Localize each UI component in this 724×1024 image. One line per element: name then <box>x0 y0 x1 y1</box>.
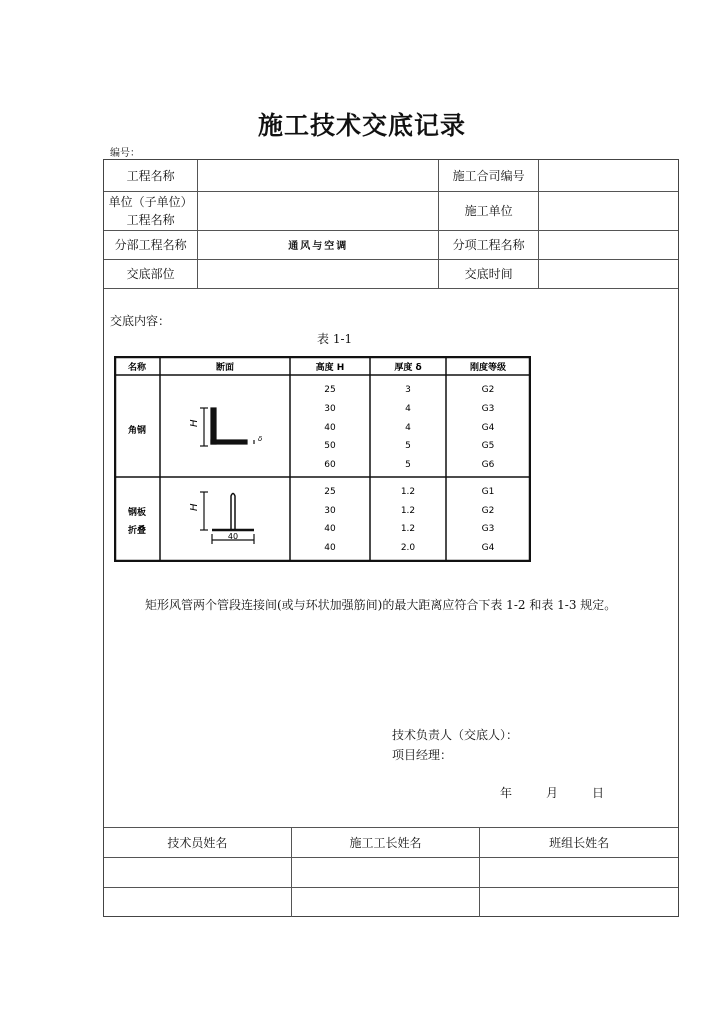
unit-project-name-label <box>104 191 198 230</box>
document-number-label: 编号： <box>110 148 140 159</box>
cell-sheet-stiffness-2: G2 <box>481 506 495 516</box>
cell-sheet-height-3: 40 <box>324 524 336 534</box>
cell-angle-stiffness-3: G4 <box>481 423 495 433</box>
team-leader-name-cell-1[interactable] <box>480 858 678 888</box>
construction-unit-value[interactable] <box>539 191 678 230</box>
cell-sheet-height-4: 40 <box>324 543 336 553</box>
team-leader-name-cell-2[interactable] <box>480 888 678 918</box>
col-header-section: 断面 <box>215 363 235 373</box>
date-month-label: 月 <box>546 786 559 800</box>
subitem-name-label: 分项工程名称 <box>439 230 539 259</box>
construction-unit-label: 施工单位 <box>439 191 539 230</box>
division-name-value[interactable]: 通风与空调 <box>198 230 439 259</box>
cell-angle-thickness-2: 4 <box>405 404 411 414</box>
table-caption: 表 1-1 <box>317 332 353 346</box>
division-name-label: 分部工程名称 <box>104 230 198 259</box>
cell-sheet-thickness-4: 2.0 <box>400 543 416 553</box>
cell-angle-height-1: 25 <box>324 385 336 395</box>
cell-sheet-height-1: 25 <box>324 487 336 497</box>
cell-sheet-height-2: 30 <box>324 506 336 516</box>
project-name-label: 工程名称 <box>104 160 198 191</box>
cell-angle-thickness-4: 5 <box>405 441 411 451</box>
angle-steel-section-drawing <box>200 408 254 446</box>
page-title: 施工技术交底记录 <box>257 111 466 140</box>
header-table <box>104 160 678 289</box>
date-year-label: 年 <box>500 786 513 800</box>
group-name-sheet-line2: 折叠 <box>127 526 147 536</box>
handover-time-label: 交底时间 <box>439 259 539 288</box>
unit-project-name-value[interactable] <box>198 191 439 230</box>
cell-angle-height-2: 30 <box>324 404 336 414</box>
unit-label-line2: 工程名称 <box>126 212 175 227</box>
cell-sheet-stiffness-1: G1 <box>481 487 495 497</box>
project-name-value[interactable] <box>198 160 439 191</box>
group-name-angle-steel: 角钢 <box>127 426 147 436</box>
cell-angle-thickness-1: 3 <box>405 385 411 395</box>
cell-angle-stiffness-1: G2 <box>481 385 495 395</box>
col-header-name: 名称 <box>127 363 147 373</box>
signature-table <box>104 827 678 917</box>
cell-angle-stiffness-5: G6 <box>481 460 495 470</box>
handover-content-area <box>104 288 678 827</box>
technician-name-cell-2[interactable] <box>104 888 291 918</box>
cell-angle-stiffness-2: G3 <box>481 404 495 414</box>
col-header-height: 高度 H <box>315 363 345 373</box>
dim-label-delta: δ <box>258 435 263 443</box>
technical-lead-signature-label: 技术负责人（交底人）： <box>392 728 519 742</box>
dim-label-h-angle: H <box>189 419 200 427</box>
col-header-thickness: 厚度 δ <box>394 363 422 373</box>
table-values <box>324 385 494 553</box>
handover-time-value[interactable] <box>539 259 678 288</box>
cell-sheet-thickness-1: 1.2 <box>400 487 416 497</box>
technician-name-header: 技术员姓名 <box>104 828 291 858</box>
record-form <box>103 159 679 917</box>
project-manager-signature-label: 项目经理： <box>392 748 453 762</box>
cell-sheet-thickness-3: 1.2 <box>400 524 416 534</box>
cell-angle-thickness-3: 4 <box>405 423 411 433</box>
col-header-stiffness: 刚度等级 <box>469 363 507 373</box>
subitem-name-value[interactable] <box>539 230 678 259</box>
cell-angle-height-3: 40 <box>324 423 336 433</box>
contract-number-label: 施工合司编号 <box>439 160 539 191</box>
technician-name-cell-1[interactable] <box>104 858 291 888</box>
spacing-note: 矩形风管两个管段连接间(或与环状加强筋间)的最大距离应符合下表 1-2 和表 1-3 规定。 <box>145 598 617 612</box>
team-leader-name-header: 班组长姓名 <box>480 828 678 858</box>
handover-location-value[interactable] <box>198 259 439 288</box>
dim-label-width: 40 <box>227 532 239 541</box>
stiffener-spec-table <box>114 356 531 562</box>
foreman-name-header: 施工工长姓名 <box>291 828 479 858</box>
cell-sheet-stiffness-4: G4 <box>481 543 495 553</box>
foreman-name-cell-1[interactable] <box>291 858 479 888</box>
date-day-label: 日 <box>592 786 605 800</box>
cell-sheet-stiffness-3: G3 <box>481 524 495 534</box>
cell-angle-height-5: 60 <box>324 460 336 470</box>
foreman-name-cell-2[interactable] <box>291 888 479 918</box>
group-name-sheet-line1: 钢板 <box>127 508 147 518</box>
cell-angle-stiffness-4: G5 <box>481 441 495 451</box>
content-label: 交底内容： <box>110 314 171 328</box>
dim-label-h-sheet: H <box>189 503 200 511</box>
unit-label-line1: 单位（子单位） <box>108 194 193 209</box>
handover-location-label: 交底部位 <box>104 259 198 288</box>
contract-number-value[interactable] <box>539 160 678 191</box>
cell-angle-thickness-5: 5 <box>405 460 411 470</box>
cell-angle-height-4: 50 <box>324 441 336 451</box>
cell-sheet-thickness-2: 1.2 <box>400 506 416 516</box>
